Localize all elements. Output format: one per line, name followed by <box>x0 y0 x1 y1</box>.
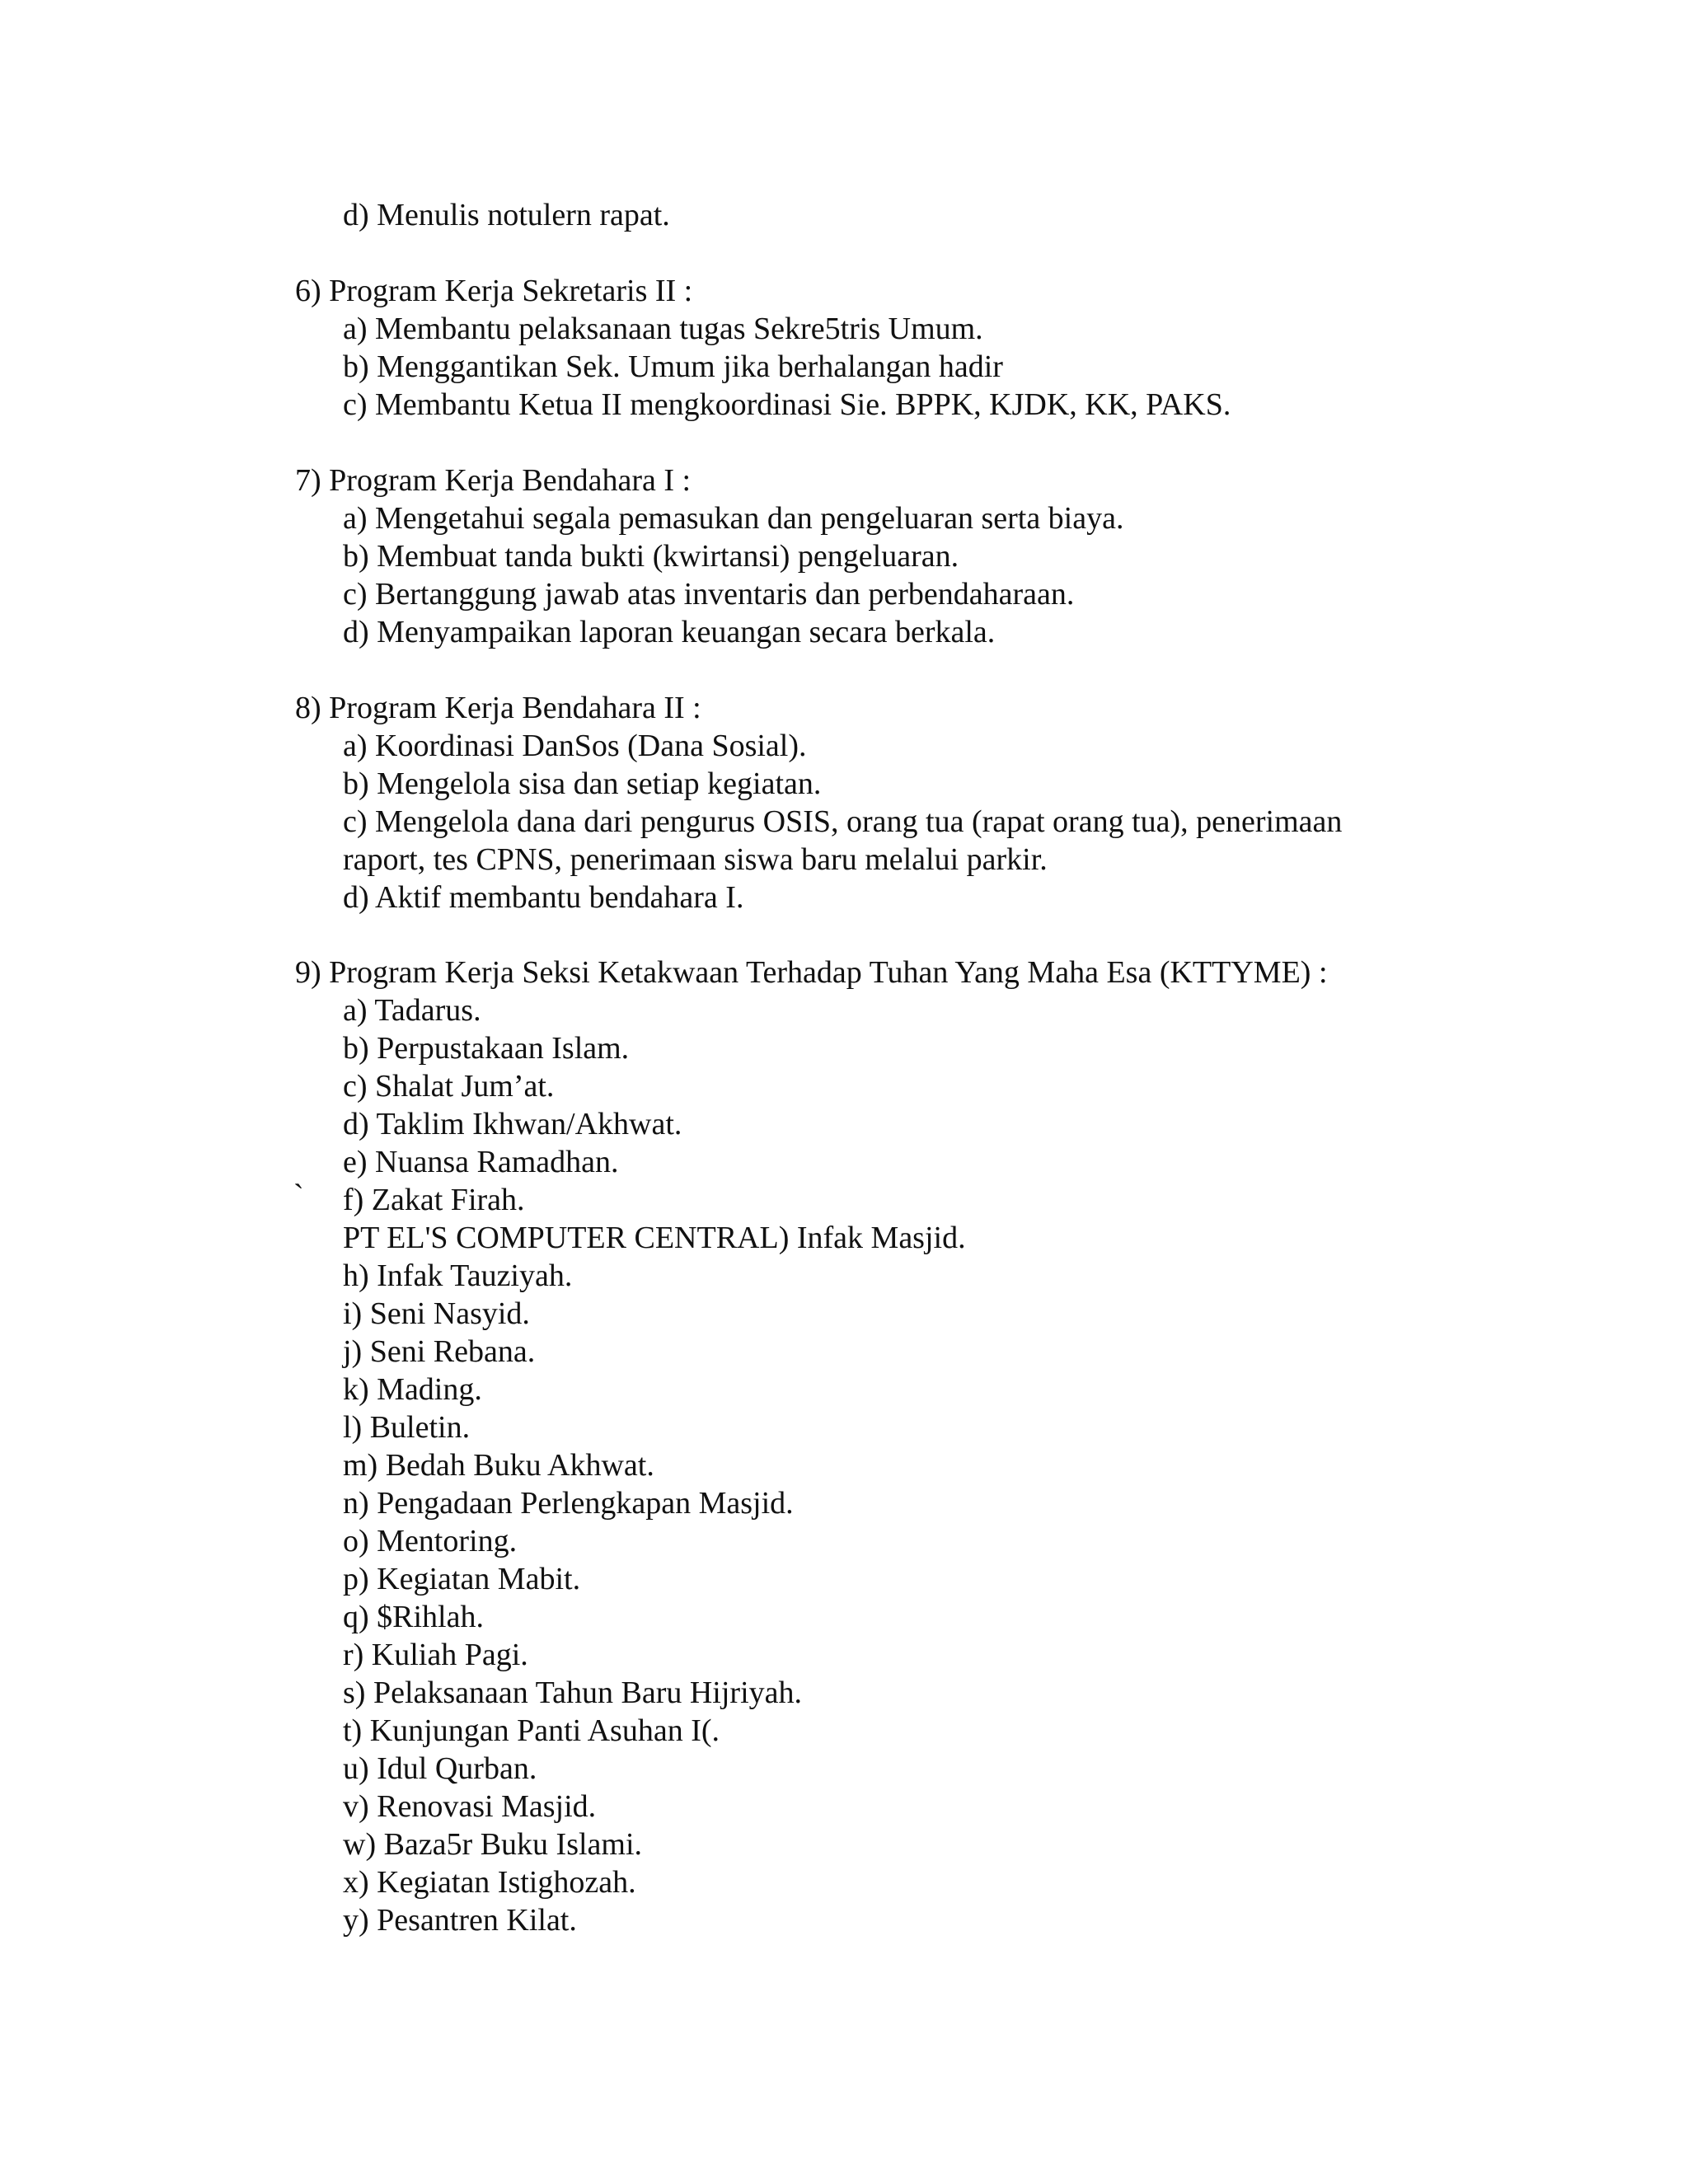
list-item: e) Nuansa Ramadhan. <box>343 1145 619 1179</box>
list-item: o) Mentoring. <box>343 1524 518 1558</box>
list-item: r) Kuliah Pagi. <box>343 1638 528 1672</box>
list-item: w) Baza5r Buku Islami. <box>343 1827 643 1862</box>
list-item: y) Pesantren Kilat. <box>343 1903 577 1938</box>
list-item: a) Membantu pelaksanaan tugas Sekre5tris Umum. <box>343 312 983 346</box>
list-item: t) Kunjungan Panti Asuhan I(. <box>343 1713 720 1748</box>
list-item: c) Membantu Ketua II mengkoordinasi Sie. BPPK, KJDK, KK, PAKS. <box>343 387 1231 422</box>
stray-backtick-mark: ` <box>293 1179 304 1213</box>
list-item: q) $Rihlah. <box>343 1600 484 1634</box>
list-item: b) Perpustakaan Islam. <box>343 1031 630 1066</box>
list-item: b) Menggantikan Sek. Umum jika berhalangan hadir <box>343 349 1003 384</box>
list-item: n) Pengadaan Perlengkapan Masjid. <box>343 1486 794 1521</box>
list-item: u) Idul Qurban. <box>343 1751 537 1786</box>
list-item: PT EL'S COMPUTER CENTRAL) Infak Masjid. <box>343 1221 966 1255</box>
list-item: c) Mengelola dana dari pengurus OSIS, orang tua (rapat orang tua), penerimaan <box>343 804 1343 839</box>
list-item: p) Kegiatan Mabit. <box>343 1562 581 1596</box>
list-item-continuation: raport, tes CPNS, penerimaan siswa baru melalui parkir. <box>343 842 1048 877</box>
list-item: d) Taklim Ikhwan/Akhwat. <box>343 1107 682 1141</box>
list-item: c) Bertanggung jawab atas inventaris dan perbendaharaan. <box>343 577 1075 612</box>
list-item: l) Buletin. <box>343 1410 471 1445</box>
list-item: d) Menyampaikan laporan keuangan secara berkala. <box>343 615 996 649</box>
list-item: a) Koordinasi DanSos (Dana Sosial). <box>343 729 807 763</box>
section-heading-7: 7) Program Kerja Bendahara I : <box>295 463 692 498</box>
list-item: b) Membuat tanda bukti (kwirtansi) pengeluaran. <box>343 539 959 574</box>
list-item: x) Kegiatan Istighozah. <box>343 1865 636 1900</box>
list-item: a) Tadarus. <box>343 993 481 1028</box>
list-item: a) Mengetahui segala pemasukan dan pengeluaran serta biaya. <box>343 501 1124 536</box>
list-item: j) Seni Rebana. <box>343 1334 536 1369</box>
list-item: k) Mading. <box>343 1372 482 1407</box>
list-item: d) Menulis notulern rapat. <box>343 198 670 232</box>
list-item: c) Shalat Jum’at. <box>343 1069 555 1104</box>
list-item: s) Pelaksanaan Tahun Baru Hijriyah. <box>343 1675 802 1710</box>
list-item: f) Zakat Firah. <box>343 1183 525 1217</box>
list-item: m) Bedah Buku Akhwat. <box>343 1448 654 1483</box>
section-heading-9: 9) Program Kerja Seksi Ketakwaan Terhadap Tuhan Yang Maha Esa (KTTYME) : <box>295 955 1328 990</box>
list-item: h) Infak Tauziyah. <box>343 1258 573 1293</box>
list-item: v) Renovasi Masjid. <box>343 1789 597 1824</box>
section-heading-8: 8) Program Kerja Bendahara II : <box>295 691 701 725</box>
section-heading-6: 6) Program Kerja Sekretaris II : <box>295 274 693 308</box>
list-item: i) Seni Nasyid. <box>343 1296 530 1331</box>
list-item: d) Aktif membantu bendahara I. <box>343 880 744 915</box>
list-item: b) Mengelola sisa dan setiap kegiatan. <box>343 766 822 801</box>
